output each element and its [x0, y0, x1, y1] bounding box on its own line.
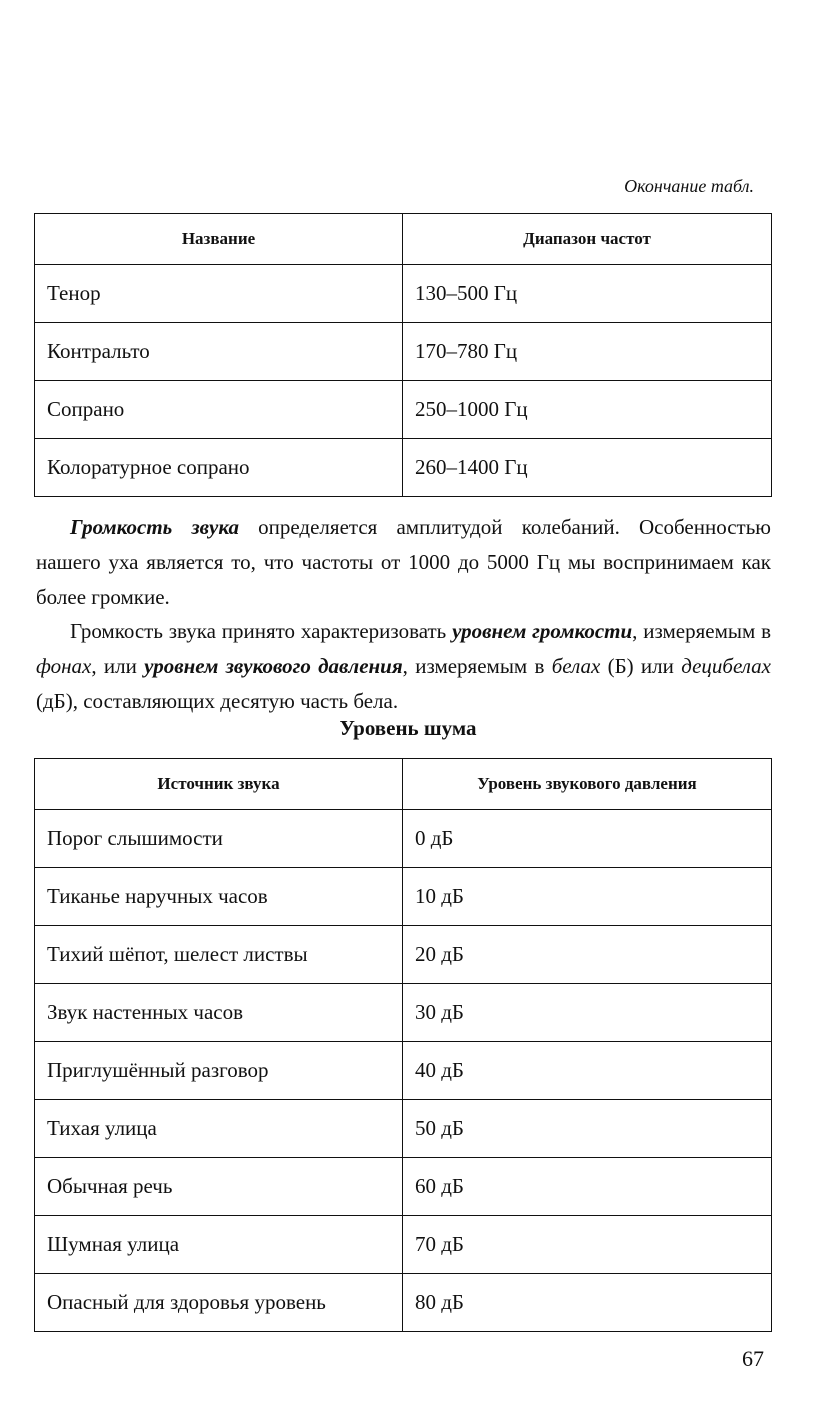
paragraph-text: , или: [91, 654, 145, 678]
term-loudness-level: уровнем громкости: [452, 619, 633, 643]
voice-name-cell: Контральто: [35, 323, 403, 381]
table-row: [35, 810, 772, 868]
table-row: [35, 868, 772, 926]
sound-level-cell: 50 дБ: [403, 1100, 772, 1158]
voice-name-cell: Тенор: [35, 265, 403, 323]
voice-frequency-table: [34, 213, 772, 497]
sound-source-cell: Обычная речь: [35, 1158, 403, 1216]
sound-level-cell: 30 дБ: [403, 984, 772, 1042]
sound-level-cell: 60 дБ: [403, 1158, 772, 1216]
sound-level-cell: 10 дБ: [403, 868, 772, 926]
frequency-range-cell: 170–780 Гц: [403, 323, 772, 381]
table-row: [35, 926, 772, 984]
table-row: [35, 439, 772, 497]
table-row: [35, 381, 772, 439]
table-row: [35, 323, 772, 381]
table-row: [35, 265, 772, 323]
table-row: [35, 1274, 772, 1332]
term-loudness: Громкость звука: [70, 515, 239, 539]
sound-level-cell: 40 дБ: [403, 1042, 772, 1100]
sound-source-cell: Опасный для здоровья уровень: [35, 1274, 403, 1332]
term-bels: белах: [551, 654, 601, 678]
table-header-row: [35, 759, 772, 810]
sound-source-cell: Шумная улица: [35, 1216, 403, 1274]
sound-level-cell: 20 дБ: [403, 926, 772, 984]
term-phons: фонах: [36, 654, 92, 678]
sound-source-cell: Приглушённый разговор: [35, 1042, 403, 1100]
voice-name-cell: Колоратурное сопрано: [35, 439, 403, 497]
column-header-sound-source: Источник звука: [35, 759, 403, 810]
frequency-range-cell: 250–1000 Гц: [403, 381, 772, 439]
table-continuation-label: Окончание табл.: [624, 176, 754, 196]
loudness-paragraph: [36, 510, 771, 615]
table-row: [35, 1158, 772, 1216]
paragraph-text: (дБ), составляющих десятую часть бела.: [36, 689, 399, 713]
sound-source-cell: Тихий шёпот, шелест листвы: [35, 926, 403, 984]
table-row: [35, 984, 772, 1042]
noise-level-table: [34, 758, 772, 1332]
term-decibels: децибелах: [681, 654, 771, 678]
term-sound-pressure-level: уровнем звукового давления: [144, 654, 403, 678]
frequency-range-cell: 130–500 Гц: [403, 265, 772, 323]
column-header-name: Название: [35, 214, 403, 265]
paragraph-text: , измеряемым в: [632, 619, 771, 643]
sound-source-cell: Тиканье наручных часов: [35, 868, 403, 926]
noise-level-table-title: Уровень шума: [339, 716, 477, 740]
table-row: [35, 1216, 772, 1274]
column-header-sound-pressure-level: Уровень звукового давления: [403, 759, 772, 810]
sound-source-cell: Порог слышимости: [35, 810, 403, 868]
voice-name-cell: Сопрано: [35, 381, 403, 439]
sound-source-cell: Тихая улица: [35, 1100, 403, 1158]
table-row: [35, 1100, 772, 1158]
paragraph-text: (Б) или: [600, 654, 682, 678]
paragraph-text: определяется амплитудой колебаний. Особенностью нашего уха является то, что частоты от 1000 до 5000 Гц мы воспринимаем как более громкие.: [36, 515, 771, 609]
sound-level-cell: 80 дБ: [403, 1274, 772, 1332]
sound-level-cell: 0 дБ: [403, 810, 772, 868]
sound-level-cell: 70 дБ: [403, 1216, 772, 1274]
column-header-frequency-range: Диапазон частот: [403, 214, 772, 265]
paragraph-text: Громкость звука принято характеризовать: [70, 619, 453, 643]
frequency-range-cell: 260–1400 Гц: [403, 439, 772, 497]
loudness-level-paragraph: [36, 614, 771, 719]
table-header-row: [35, 214, 772, 265]
paragraph-text: , измеряемым в: [402, 654, 552, 678]
sound-source-cell: Звук настенных часов: [35, 984, 403, 1042]
page-number: 67: [742, 1346, 764, 1371]
table-row: [35, 1042, 772, 1100]
